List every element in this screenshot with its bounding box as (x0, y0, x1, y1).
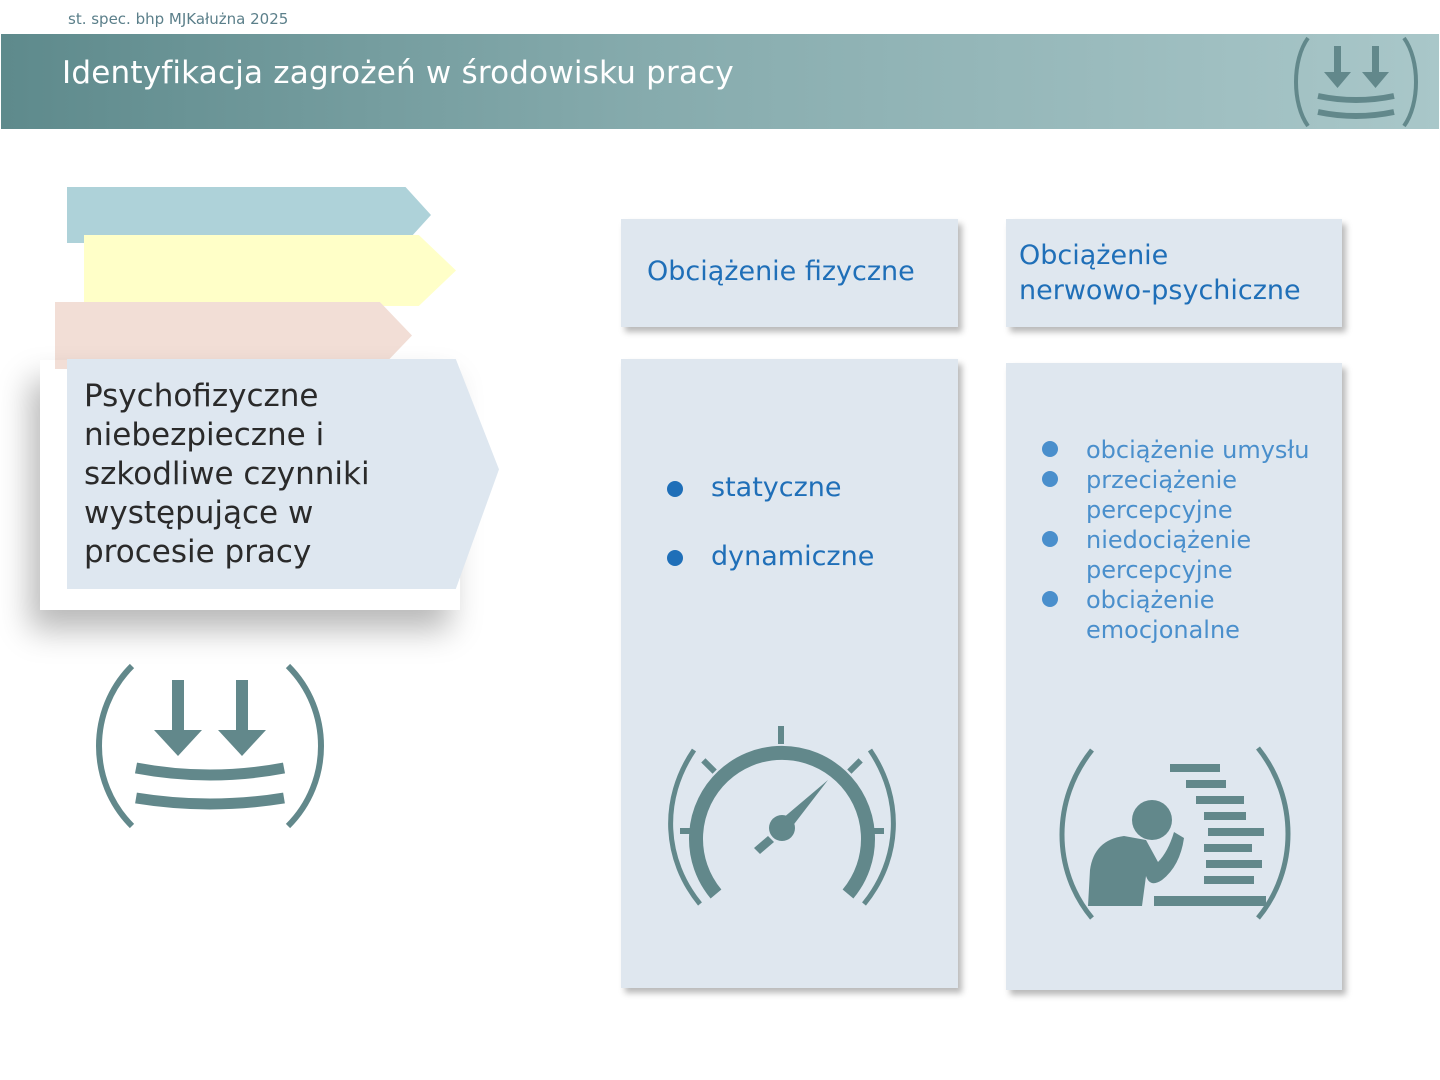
author-credit: st. spec. bhp MJKałużna 2025 (68, 10, 289, 28)
bullet-dot (1042, 531, 1058, 547)
mental-header-box (1006, 219, 1342, 327)
bullet-dot (1042, 471, 1058, 487)
stack-arrow-pink (55, 302, 412, 369)
mental-title-line2: nerwowo-psychiczne (1019, 275, 1301, 306)
list-item: dynamiczne (667, 541, 874, 572)
stack-arrow-blue (67, 187, 431, 243)
bullet-dot (1042, 591, 1058, 607)
gauge-icon (660, 720, 904, 910)
stack-arrow-yellow (84, 235, 456, 306)
main-arrow-text: Psychofizyczne niebezpieczne i szkodliwe czynniki występujące w procesie pracy (84, 378, 370, 570)
downward-load-icon (92, 660, 328, 832)
physical-title: Obciążenie fizyczne (647, 256, 915, 287)
bullet-dot (1042, 441, 1058, 457)
physical-header-box (621, 219, 958, 327)
list-item: obciążenie umysłu (1042, 435, 1309, 465)
list-item: przeciążenie percepcyjne (1042, 465, 1237, 525)
list-item: niedociążenie percepcyjne (1042, 525, 1251, 585)
bullet-dot (667, 481, 683, 497)
mental-title-line1: Obciążenie (1019, 240, 1169, 271)
downward-load-icon (1290, 30, 1422, 134)
bullet-dot (667, 550, 683, 566)
list-item: obciążenie emocjonalne (1042, 585, 1240, 645)
thinking-person-icon (1050, 740, 1302, 925)
list-item: statyczne (667, 472, 842, 503)
page-title: Identyfikacja zagrożeń w środowisku pracy (62, 55, 734, 91)
